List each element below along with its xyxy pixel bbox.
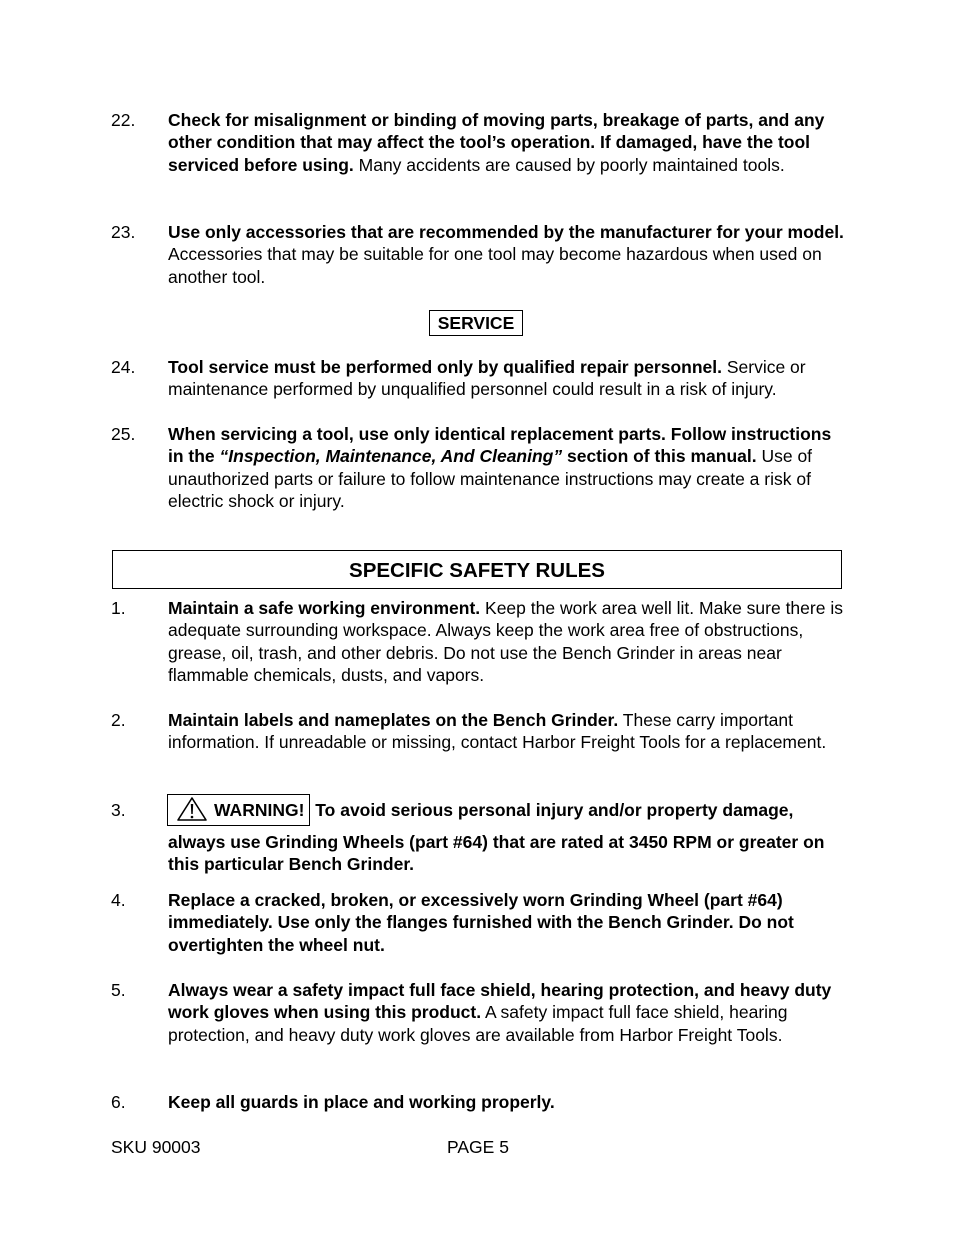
warning-label: WARNING! (214, 800, 305, 820)
item-text (168, 1091, 848, 1113)
item-bold-text: To avoid serious personal injury and/or property damage, always use Grinding Wheels (part #64) that are rated at 3450 RPM or greater on this particular Bench Grinder. (168, 800, 825, 875)
item-text (168, 356, 858, 401)
item-bold-text: Use only accessories that are recommended by the manufacturer for your model. (168, 222, 844, 242)
item-number: 1. (111, 598, 126, 618)
item-text (168, 799, 848, 876)
warning-label-box (167, 794, 310, 826)
item-bold-text: Replace a cracked, broken, or excessively worn Grinding Wheel (part #64) immediately. Use only the flanges furnished with the Bench Grinder. Do not overtighten the wheel nut. (168, 890, 794, 955)
section-heading: SPECIFIC SAFETY RULES (112, 550, 842, 589)
item-bold-text: Maintain a safe working environment. (168, 598, 481, 618)
item-number: 3. (111, 800, 126, 820)
item-text (168, 423, 848, 512)
item-bold-text: Always wear a safety impact full face shield, hearing protection, and heavy duty work gloves when using this product. (168, 980, 832, 1023)
item-text (168, 597, 848, 686)
item-normal-text: Keep the work area well lit. Make sure there is adequate surrounding workspace. Always keep the work area free of obstructions, grease, oil, trash, and other debris. Do not use the Bench Grinder in areas near flammable chemicals, dusts, and vapors. (168, 598, 843, 685)
item-number: 5. (111, 980, 126, 1000)
item-bold-text: Keep all guards in place and working properly. (168, 1092, 555, 1112)
warning-triangle-icon (176, 796, 208, 822)
item-normal-text: Accessories that may be suitable for one tool may become hazardous when used on another tool. (168, 244, 822, 287)
item-bold-text: Maintain labels and nameplates on the Bench Grinder. (168, 710, 619, 730)
item-text (168, 979, 848, 1046)
item-number: 6. (111, 1092, 126, 1112)
item-bold-text-2: section of this manual. (562, 446, 757, 467)
footer-page-number: PAGE 5 (447, 1137, 509, 1157)
item-normal-text: These carry important information. If unreadable or missing, contact Harbor Freight Tools for a replacement. (168, 710, 827, 753)
item-normal-text: Service or maintenance performed by unqualified personnel could result in a risk of injury. (168, 357, 806, 400)
item-normal-text: Use of unauthorized parts or failure to follow maintenance instructions may create a risk of electric shock or injury. (168, 446, 813, 511)
item-normal-text: Many accidents are caused by poorly maintained tools. (353, 154, 785, 175)
item-number: 2. (111, 710, 126, 730)
item-text (168, 709, 848, 754)
item-text (168, 109, 848, 176)
item-bold-text: Tool service must be performed only by qualified repair personnel. (168, 357, 722, 377)
item-number: 4. (111, 890, 126, 910)
item-text (168, 889, 848, 956)
item-number: 24. (111, 357, 136, 377)
item-number: 22. (111, 110, 136, 130)
item-bold-text: When servicing a tool, use only identical replacement parts. Follow instructions in the (168, 424, 832, 467)
footer-sku: SKU 90003 (111, 1137, 201, 1157)
item-bold-text: Check for misalignment or binding of moving parts, breakage of parts, and any other condition that may affect the tool’s operation. If damaged, have the tool serviced before using. (168, 110, 825, 175)
item-bold-italic-text: “Inspection, Maintenance, And Cleaning” (219, 446, 563, 467)
item-number: 25. (111, 424, 136, 444)
service-heading: SERVICE (429, 310, 523, 336)
item-number: 23. (111, 222, 136, 242)
item-text (168, 221, 848, 288)
item-normal-text: A safety impact full face shield, hearing protection, and heavy duty work gloves are available from Harbor Freight Tools. (168, 1002, 788, 1045)
